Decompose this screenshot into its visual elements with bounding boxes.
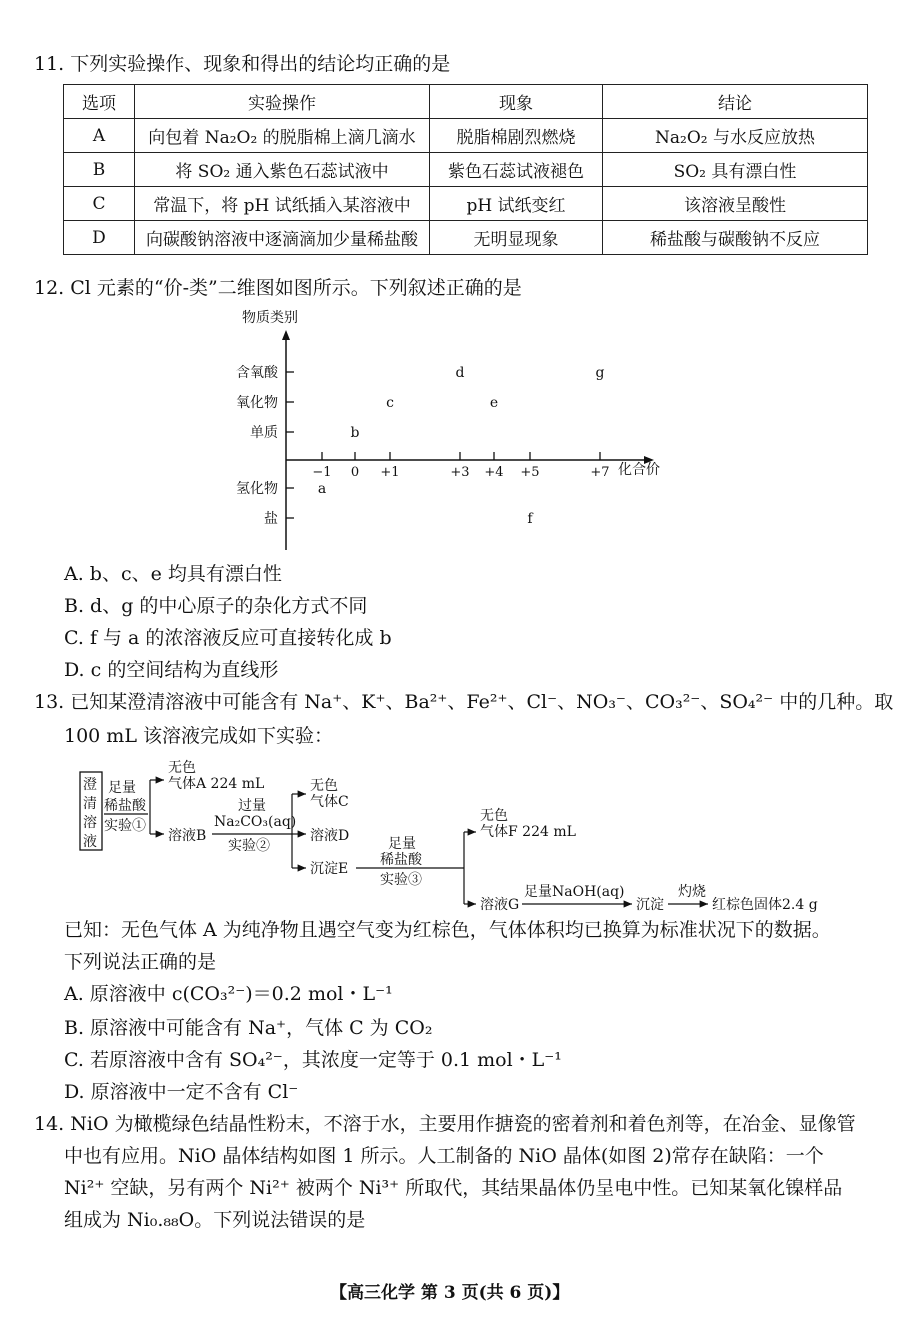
chart-x-tick-label: +3 [450, 465, 470, 480]
chart-point-a: a [317, 481, 327, 497]
q13-known: 已知：无色气体 A 为纯净物且遇空气变为红棕色，气体体积均已换算为标准状况下的数据。 [64, 919, 831, 941]
table-header: 选项 [64, 85, 135, 119]
solG: 溶液G [480, 897, 520, 913]
step1-label-b: 稀盐酸 [104, 798, 146, 814]
step3-c: 实验③ [380, 872, 422, 888]
table-row [64, 187, 868, 221]
table-cell: SO₂ 具有漂白性 [603, 153, 868, 187]
gasA-b: 气体A 224 mL [168, 776, 265, 792]
table-cell: 向碳酸钠溶液中逐滴滴加少量稀盐酸 [135, 221, 430, 255]
chart-category-label: 氧化物 [236, 395, 278, 411]
step1-label-a: 足量 [108, 780, 136, 796]
chart-x-tick-label: 0 [350, 465, 360, 480]
q13-option-a: A. 原溶液中 c(CO₃²⁻)＝0.2 mol・L⁻¹ [64, 983, 393, 1005]
table-cell: 常温下，将 pH 试纸插入某溶液中 [135, 187, 430, 221]
chart-point-d: d [455, 365, 465, 381]
table-cell: 稀盐酸与碳酸钠不反应 [603, 221, 868, 255]
q13-ask: 下列说法正确的是 [64, 951, 217, 973]
q14-line4: 组成为 Ni₀.₈₈O。下列说法错误的是 [64, 1209, 366, 1231]
gasC-b: 气体C [310, 794, 349, 810]
q13-option-d: D. 原溶液中一定不含有 Cl⁻ [64, 1081, 299, 1103]
table-header: 实验操作 [135, 85, 430, 119]
page-footer: 【高三化学 第 3 页(共 6 页)】 [330, 1283, 570, 1303]
table-header: 现象 [430, 85, 603, 119]
chart-x-tick-label: +4 [484, 465, 504, 480]
chart-category-label: 盐 [264, 511, 278, 527]
final-product: 红棕色固体2.4 g [712, 897, 818, 913]
chart-x-tick-label: +1 [380, 465, 400, 480]
chart-point-e: e [489, 395, 499, 411]
q14-line3: Ni²⁺ 空缺，另有两个 Ni²⁺ 被两个 Ni³⁺ 所取代，其结果晶体仍呈电中性。已知某氧化镍样品 [64, 1177, 843, 1199]
chart-y-arrow [282, 330, 290, 340]
solD: 溶液D [310, 828, 350, 844]
q13-stem-line1: 13. 已知某澄清溶液中可能含有 Na⁺、K⁺、Ba²⁺、Fe²⁺、Cl⁻、NO₃⁻、CO₃²⁻、SO₄²⁻ 中的几种。取 [34, 691, 894, 713]
table-cell: C [64, 187, 135, 221]
q12-option-b: B. d、g 的中心原子的杂化方式不同 [64, 595, 368, 617]
chart-x-tick-label: −1 [312, 465, 332, 480]
table-cell: 无明显现象 [430, 221, 603, 255]
table-row [64, 221, 868, 255]
table-cell: 紫色石蕊试液褪色 [430, 153, 603, 187]
table-cell: B [64, 153, 135, 187]
valence-category-chart [200, 300, 700, 560]
chart-category-label: 单质 [250, 425, 278, 441]
chart-point-g: g [595, 365, 605, 381]
gasF-b: 气体F 224 mL [480, 824, 576, 840]
table-cell: Na₂O₂ 与水反应放热 [603, 119, 868, 153]
q13-stem-line2: 100 mL 该溶液完成如下实验： [64, 725, 333, 747]
table-header: 结论 [603, 85, 868, 119]
start-text-1: 澄 [83, 777, 97, 793]
chart-x-tick-label: +7 [590, 465, 610, 480]
start-text-3: 溶 [83, 815, 97, 831]
prec: 沉淀 [636, 897, 664, 913]
chart-points [318, 365, 605, 527]
q12-option-d: D. c 的空间结构为直线形 [64, 659, 279, 681]
chart-y-label: 物质类别 [242, 310, 298, 326]
table-cell: A [64, 119, 135, 153]
table-row [64, 153, 868, 187]
table-row [64, 119, 868, 153]
table-cell: pH 试纸变红 [430, 187, 603, 221]
chart-category-label: 氢化物 [236, 481, 278, 497]
q11-table [63, 84, 868, 255]
step2-a: 过量 [238, 798, 266, 814]
gasF-a: 无色 [480, 808, 508, 824]
gasA-a: 无色 [168, 760, 196, 776]
table-header-row [64, 85, 868, 119]
chart-ticks [312, 452, 609, 480]
step3-b: 稀盐酸 [380, 852, 422, 868]
start-text-2: 清 [83, 796, 97, 812]
chart-point-f: f [527, 511, 533, 527]
step3-a: 足量 [388, 836, 416, 852]
chart-category-label: 含氧酸 [236, 365, 278, 381]
chart-x-tick-label: +5 [520, 465, 540, 480]
step5: 灼烧 [678, 884, 706, 900]
table-cell: 向包着 Na₂O₂ 的脱脂棉上滴几滴水 [135, 119, 430, 153]
chart-point-b: b [350, 425, 360, 441]
q12-stem: 12. Cl 元素的“价-类”二维图如图所示。下列叙述正确的是 [34, 277, 522, 299]
table-cell: 将 SO₂ 通入紫色石蕊试液中 [135, 153, 430, 187]
gasC-a: 无色 [310, 778, 338, 794]
precE: 沉淀E [310, 861, 349, 877]
chart-point-c: c [386, 395, 394, 411]
solB: 溶液B [168, 828, 207, 844]
q12-option-c: C. f 与 a 的浓溶液反应可直接转化成 b [64, 627, 392, 649]
q11-stem: 11. 下列实验操作、现象和得出的结论均正确的是 [34, 53, 451, 75]
table-cell: 脱脂棉剧烈燃烧 [430, 119, 603, 153]
start-text-4: 液 [83, 834, 97, 850]
table-cell: 该溶液呈酸性 [603, 187, 868, 221]
q14-line2: 中也有应用。NiO 晶体结构如图 1 所示。人工制备的 NiO 晶体(如图 2)常存在缺陷：一个 [64, 1145, 824, 1167]
experiment-flowchart [78, 758, 858, 918]
q14-line1: 14. NiO 为橄榄绿色结晶性粉末，不溶于水，主要用作搪瓷的密着剂和着色剂等，在冶金、显像管 [34, 1113, 856, 1135]
q13-option-c: C. 若原溶液中含有 SO₄²⁻，其浓度一定等于 0.1 mol・L⁻¹ [64, 1049, 562, 1071]
step4: 足量NaOH(aq) [524, 884, 625, 900]
q13-option-b: B. 原溶液中可能含有 Na⁺，气体 C 为 CO₂ [64, 1017, 433, 1039]
table-cell: D [64, 221, 135, 255]
step2-b: Na₂CO₃(aq) [214, 814, 297, 830]
step2-c: 实验② [228, 838, 270, 854]
q12-option-a: A. b、c、e 均具有漂白性 [64, 563, 282, 585]
step1-label-c: 实验① [104, 818, 146, 834]
chart-x-label: 化合价 [618, 462, 660, 478]
